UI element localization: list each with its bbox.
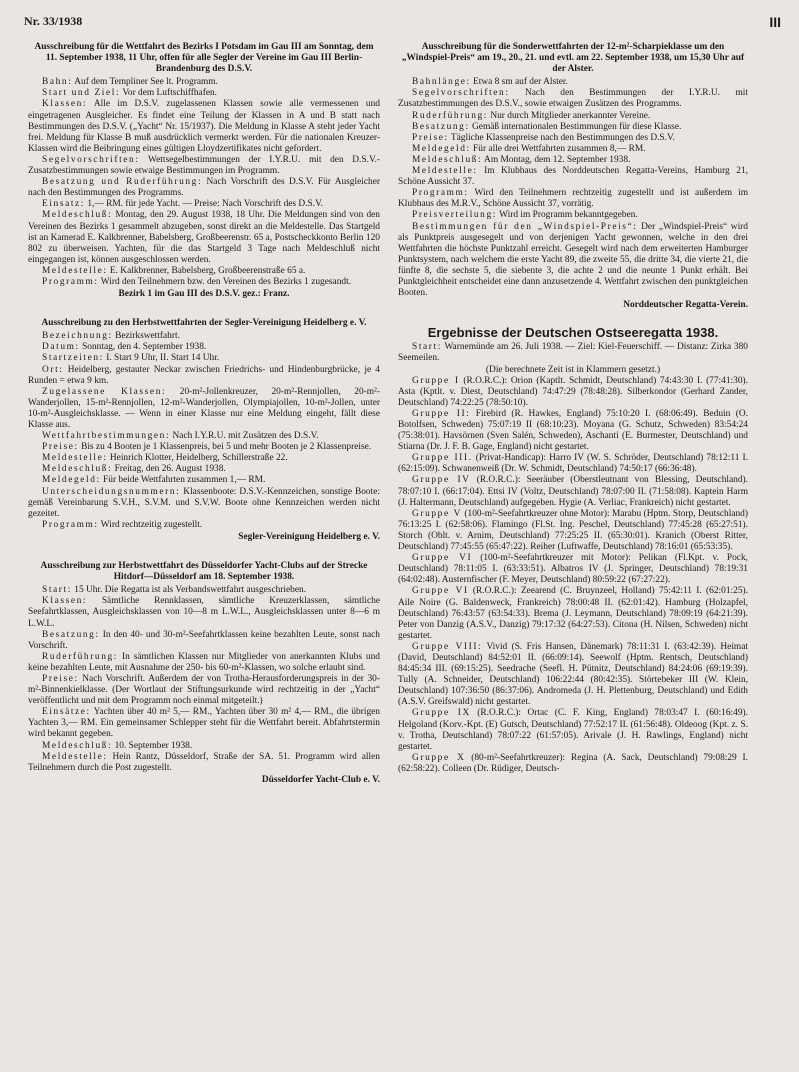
paragraph-keyword: Meldeschluß:: [42, 464, 113, 475]
section-title: Ausschreibung zur Herbstwettfahrt des Düsseldorfer Yacht-Clubs auf der Strecke Hitdorf—Düsseldorf am 18. September 1938.: [40, 561, 368, 583]
paragraph: [28, 77, 380, 88]
paragraph: [28, 155, 380, 177]
paragraph-keyword: Datum:: [42, 342, 80, 353]
section-body: [28, 331, 380, 531]
paragraph-keyword: Programm:: [42, 276, 99, 287]
paragraph: [398, 376, 748, 409]
paragraph: [28, 752, 380, 774]
paragraph: [28, 674, 380, 707]
paragraph: [28, 88, 380, 99]
paragraph: [398, 188, 748, 210]
paragraph: [28, 353, 380, 364]
paragraph-text: Montag, den 29. August 1938, 18 Uhr. Die Meldungen sind von den Vereinen des Bezirks 1 gesammelt abzugeben, sonst direkt an die Meldestelle. Das Startgeld ist an Kamerad E. Kalkbrenner, Babelsberg, Großbeerenstr. 65 a, Postscheckkonto Berlin 120 802 zu überweisen. Yachten, für die das Startgeld 3 Tage nach Meldeschluß nicht eingegangen ist, können ausgeschlossen werden.: [28, 210, 380, 265]
paragraph-keyword: Meldegeld:: [42, 475, 101, 486]
paragraph: [28, 277, 380, 288]
paragraph-text: Vivid (S. Fris Hansen, Dänemark) 78:11:31 I. (63:42:39). Heimat (David, Deutschland) 84:52:01 II. (66:09:14). Seewolf (Hptm. Rentsch, Deutschland) 84:45:34 III. (69:15:25). Seedrache (Seefl. H. Pütnitz, Deutschland) 84:24:06 (69:19:39). Tully (A. Schneider, Deutschland) 106:22:44 (80:42:35). Störtebeker III (W. Klein, Deutschland) 107:36:50 (86:37:06). Andromeda (J. H. Plettenburg, Deutschland) und Edith (A.S.V. Greifswald) nicht gestartet.: [398, 641, 748, 708]
results-note: (Die berechnete Zeit ist in Klammern gesetzt.): [485, 364, 661, 375]
paragraph: [398, 409, 748, 453]
paragraph-text: Heidelberg, gestauter Neckar zwischen Friedrichs- und Hindenburgbrücke, je 4 Runden = etwa 9 km.: [28, 364, 380, 386]
section-title: Ausschreibung für die Wettfahrt des Bezirks I Potsdam im Gau III am Sonntag, dem 11. September 1938, 11 Uhr, offen für alle Segler der Vereine im Gau III Berlin-Brandenburg des D.S.V.: [34, 42, 374, 75]
paragraph: [28, 464, 380, 475]
paragraph-keyword: Besatzung:: [412, 121, 470, 132]
page-header: [24, 14, 781, 34]
paragraph: [28, 453, 380, 464]
paragraph-keyword: Bestimmungen für den „Windspiel-Preis“:: [412, 221, 638, 232]
paragraph-keyword: Bezeichnung:: [42, 331, 113, 342]
paragraph: [398, 753, 748, 775]
paragraph-text: Wird den Teilnehmern bzw. den Vereinen des Bezirks 1 zugesandt.: [98, 276, 352, 287]
paragraph-keyword: Ruderführung:: [42, 651, 118, 662]
paragraph-keyword: Programm:: [42, 519, 99, 530]
paragraph-keyword: Preisverteilung:: [412, 210, 497, 221]
paragraph-text: Nur durch Mitglieder anerkannter Vereine.: [488, 110, 651, 121]
paragraph: [28, 210, 380, 265]
paragraph-text: (100-m²-Seefahrtkreuzer mit Motor): Pelikan (Fl.Kpt. v. Pock, Deutschland) 78:11:05 I. (63:33:51). Albatros IV (J. Springer, Deutschland) 78:19:31 (64:02:48). Austernfischer (F. Meyer, Deutschland) 80:59:22 (67:27:22).: [398, 553, 748, 586]
paragraph-text: Heinrich Klotter, Heidelberg, Schillerstraße 22.: [107, 453, 288, 464]
section-results: [398, 327, 748, 775]
paragraph-text: 15 Uhr. Die Regatta ist als Verbandswettfahrt ausgeschrieben.: [71, 585, 307, 596]
paragraph: [398, 342, 748, 364]
paragraph-text: (R.O.R.C.): Seeräuber (Oberstleutnant von Blessing, Deutschland). 78:07:10 I. (66:17:04). Ettsi IV (Voltz, Deutschland) 78:07:00 II. (71:58:08). Kaptein Harm (J. Haltermann, Deutschland) aufgegeben. Hygie (A. Verliac, Frankreich) nicht gestartet.: [398, 475, 748, 508]
paragraph-keyword: Gruppe V: [412, 508, 462, 519]
paragraph-text: Hein Rantz, Düsseldorf, Straße der SA. 51. Programm wird allen Teilnehmern durch die Post zugestellt.: [28, 751, 380, 773]
paragraph: [398, 586, 748, 641]
paragraph-keyword: Einsatz:: [42, 199, 85, 210]
paragraph-text: Nach Vorschrift. Außerdem der von Trotha-Herausforderungspreis in der 30-m²-Binnenkielklasse. (Der Wortlaut der Stiftungsurkunde wird rechtzeitig in der „Yacht“ veröffentlicht und mit dem Programm noch einmal mitgeteilt.): [28, 673, 380, 707]
paragraph-keyword: Bahn:: [42, 77, 73, 88]
section-signature: Segler-Vereinigung Heidelberg e. V.: [238, 531, 380, 542]
paragraph-keyword: Gruppe II:: [412, 408, 471, 419]
paragraph: [398, 122, 748, 133]
paragraph: [398, 111, 748, 122]
paragraph: [398, 642, 748, 709]
paragraph-text: 10. September 1938.: [112, 740, 193, 751]
section-title: Ausschreibung zu den Herbstwettfahrten der Segler-Vereinigung Heidelberg e. V.: [41, 318, 367, 329]
paragraph-text: (80-m²-Seefahrtkreuzer): Regina (A. Sack, Deutschland) 79:08:29 I. (62:58:22). Colleen (Dr. Rüdiger, Deutsch-: [398, 752, 748, 774]
paragraph-keyword: Preise:: [42, 673, 79, 684]
paragraph-text: Am Montag, dem 12. September 1938.: [482, 154, 631, 165]
paragraph-keyword: Besatzung und Ruderführung:: [42, 177, 203, 188]
paragraph: [28, 585, 380, 596]
section-body: [398, 77, 748, 299]
paragraph-keyword: Gruppe VI: [412, 586, 469, 597]
paragraph-text: Yachten über 40 m² 5,— RM., Yachten über 30 m² 4,— RM., die übrigen Yachten 3,— RM. Ein gemeinsamer Schlepper steht für die Wettfahrt bereit. Abfahrtstermin wird bekannt gegeben.: [28, 707, 380, 740]
paragraph: [28, 596, 380, 629]
section-potsdam: [28, 42, 380, 300]
paragraph-keyword: Gruppe III.: [412, 453, 473, 464]
paragraph: [398, 144, 748, 155]
paragraph-text: Nach den Bestimmungen der I.Y.R.U. mit Zusatzbestimmungen des D.S.V., sowie etwaigen Zusätzen des Programms.: [398, 88, 748, 110]
paragraph-text: Tägliche Klassenpreise nach den Bestimmungen des D.S.V.: [448, 132, 675, 143]
paragraph-text: Klassenboote: D.S.V.-Kennzeichen, sonstige Boote: gemäß Vereinbarung S.V.H., S.V.M. und S.V.W. Boote ohne Kennzeichen werden nicht gezeitet.: [28, 486, 380, 519]
paragraph-text: 1,— RM. für jede Yacht. — Preise: Nach Vorschrift des D.S.V.: [85, 199, 323, 210]
paragraph-text: Wird rechtzeitig zugestellt.: [98, 519, 203, 530]
issue-number: Nr. 33/1938: [24, 14, 83, 28]
paragraph-keyword: Meldestelle:: [412, 166, 478, 177]
paragraph: [398, 453, 748, 475]
paragraph-keyword: Zugelassene Klassen:: [42, 386, 167, 397]
paragraph-keyword: Gruppe IX: [412, 708, 471, 719]
paragraph: [28, 99, 380, 154]
paragraph: [28, 266, 380, 277]
paragraph-text: Nach I.Y.R.U. mit Zusätzen des D.S.V.: [170, 431, 319, 442]
paragraph-keyword: Gruppe VI: [412, 553, 473, 564]
paragraph-keyword: Meldeschluß:: [42, 210, 113, 221]
paragraph: [28, 487, 380, 520]
paragraph-text: In sämtlichen Klassen nur Mitglieder von anerkannten Klubs und keine bezahlten Leute, mit Ausnahme der 250- bis 60-m²-Klassen, wo solche erlaubt sind.: [28, 651, 380, 673]
paragraph-keyword: Bahnlänge:: [412, 77, 471, 88]
section-title: Ausschreibung für die Sonderwettfahrten der 12-m²-Scharpieklasse um den „Windspiel-Preis“ am 19., 20., 21. und evtl. am 22. September 1938, um 15,30 Uhr auf der Alster.: [401, 42, 745, 75]
paragraph-keyword: Unterscheidungsnummern:: [42, 486, 181, 497]
paragraph: [398, 166, 748, 188]
paragraph: [28, 741, 380, 752]
paragraph: [28, 475, 380, 486]
paragraph: [28, 387, 380, 431]
paragraph-keyword: Gruppe X: [412, 752, 466, 763]
paragraph-keyword: Start:: [412, 342, 442, 353]
page-number: III: [769, 14, 781, 30]
paragraph-text: Für alle drei Wettfahrten zusammen 8,— RM.: [470, 143, 646, 154]
section-body: [28, 585, 380, 774]
paragraph: [28, 342, 380, 353]
paragraph-keyword: Einsätze:: [42, 707, 91, 718]
paragraph-keyword: Preise:: [42, 442, 79, 453]
paragraph: [398, 509, 748, 553]
paragraph-keyword: Ruderführung:: [412, 110, 488, 121]
paragraph-text: Firebird (R. Hawkes, England) 75:10:20 I. (68:06:49). Beduin (O. Botolfsen, Schweden) 75:07:19 II (68:10:23). Moyana (G. Schutz, Schweden) 83:54:24 (75:38:01). Havsörnen (Sven Salén, Schweden), Aschanti (E. Burmester, Deutschland) und Stiarna (Dr. J. F. B. Gage, England) nicht gestartet.: [398, 408, 748, 453]
paragraph-keyword: Meldestelle:: [42, 265, 108, 276]
results-intro: [398, 342, 748, 364]
paragraph: [398, 88, 748, 110]
paragraph-text: Gemäß internationalen Bestimmungen für diese Klasse.: [469, 121, 682, 132]
paragraph-text: Der „Windspiel-Preis“ wird als Punktpreis ausgesegelt und von derjenigen Yacht gewonnen, welche in den drei Wettfahrten die höchste Punktzahl erreicht. Gesegelt wird nach dem erweiterten Hamburger Punktsystem, nach welchem die erste Yacht 89, die zweite 55, die dritte 34, die vierte 21, die fünfte 8, die sechste 5, die siebente 3, die achte 2 und die neunte 1 Punkt erhält. Bei Punktgleichheit entscheidet eine dann anzusetzende 4. Wettfahrt zwischen den punktgleichen Booten.: [398, 221, 748, 299]
results-body: [398, 376, 748, 775]
paragraph: [28, 177, 380, 199]
paragraph: [398, 475, 748, 508]
paragraph-text: I. Start 9 Uhr, II. Start 14 Uhr.: [103, 353, 220, 364]
paragraph-keyword: Ort:: [42, 364, 64, 375]
paragraph-text: Vor dem Luftschiffhafen.: [120, 88, 218, 99]
paragraph-text: Im Klubhaus des Norddeutschen Regatta-Vereins, Hamburg 21, Schöne Aussicht 37.: [398, 166, 748, 188]
paragraph-text: Wird im Programm bekanntgegeben.: [496, 210, 638, 221]
paragraph-keyword: Startzeiten:: [42, 353, 104, 364]
paragraph-text: (100-m²-Seefahrtkreuzer ohne Motor): Marabu (Hptm. Storp, Deutschland) 76:13:25 I. (62:58:06). Flamingo (Fl.St. Ing. Peschel, Deutschland) 77:45:28 (65:27:51). Storch (Oblt. v. Arnim, Deutschland) 77:25:25 II. (65:30:01). Kranich (Oberst Ritter, Deutschland) 77:45:55 (65:47:22). Reiher (Luftwaffe, Deutschland) 78:16:01 (65:53:35).: [398, 508, 748, 553]
paragraph-keyword: Meldestelle:: [42, 751, 108, 762]
paragraph-text: (Privat-Handicap): Harro IV (W. S. Schröder, Deutschland) 78:12:11 I. (62:15:09). Schwanenweiß (Dr. W. Schmidt, Deutschland) 74:50:17 (66:36:48).: [398, 453, 748, 475]
paragraph-keyword: Gruppe IV: [412, 475, 471, 486]
paragraph: [398, 77, 748, 88]
left-column: [28, 42, 380, 786]
section-body: [28, 77, 380, 288]
paragraph: [28, 707, 380, 740]
paragraph: [28, 442, 380, 453]
paragraph: [398, 155, 748, 166]
paragraph-keyword: Meldestelle:: [42, 453, 108, 464]
paragraph-keyword: Klassen:: [42, 596, 88, 607]
paragraph: [398, 553, 748, 586]
paragraph-keyword: Gruppe VIII:: [412, 641, 483, 652]
paragraph: [28, 431, 380, 442]
paragraph-text: E. Kalkbrenner, Babelsberg, Großbeerenstraße 65 a.: [107, 265, 306, 276]
paragraph: [398, 708, 748, 752]
paragraph-text: Für beide Wettfahrten zusammen 1,— RM.: [100, 475, 266, 486]
paragraph-text: 20-m²-Jollenkreuzer, 20-m²-Rennjollen, 20-m²-Wanderjollen, 15-m²-Rennjollen, 12-m²-Wanderjollen, Olympiajollen, 10-m²-Jollen, unter 10-m²-Ausgleichsklasse. — Wenn in einer Klasse nur eine Meldung eingeht, fällt diese Klasse aus.: [28, 386, 380, 430]
paragraph-text: Bis zu 4 Booten je 1 Klassenpreis, bei 5 und mehr Booten je 2 Klassenpreise.: [78, 442, 372, 453]
paragraph: [398, 133, 748, 144]
paragraph-text: Sämtliche Rennklassen, sämtliche Kreuzerklassen, sämtliche Seefahrtklassen, Ausgleichsklassen von 10—8 m L.W.L., Ausgleichsklassen unter 8—6 m L.W.L.: [28, 596, 380, 629]
paragraph-keyword: Meldeschluß:: [412, 154, 483, 165]
paragraph-text: Warnemünde am 26. Juli 1938. — Ziel: Kiel-Feuerschiff. — Distanz: Zirka 380 Seemeilen.: [398, 342, 748, 364]
paragraph: [28, 331, 380, 342]
paragraph-text: Bezirkswettfahrt.: [112, 331, 180, 342]
paragraph-text: Sonntag, den 4. September 1938.: [79, 342, 207, 353]
paragraph-text: Etwa 8 sm auf der Alster.: [470, 77, 568, 88]
section-signature: Düsseldorfer Yacht-Club e. V.: [261, 774, 380, 785]
paragraph: [398, 222, 748, 300]
paragraph-text: (R.O.R.C.): Orion (Kaptlt. Schmidt, Deutschland) 74:43:30 I. (77:41:30). Asta (Kptlt. v. Diest, Deutschland) 74:47:29 (78:48:28). Silberkondor (Gerhard Zander, Deutschland) 74:22:25 (78:50:10).: [398, 375, 748, 408]
paragraph-keyword: Segelvorschriften:: [412, 88, 510, 99]
paragraph-keyword: Wettfahrtbestimmungen:: [42, 431, 171, 442]
section-signature: Norddeutscher Regatta-Verein.: [623, 300, 748, 311]
paragraph-keyword: Start:: [42, 585, 72, 596]
section-heidelberg: [28, 318, 380, 543]
paragraph-text: (R.O.R.C.): Ortac (C. F. King, England) 78:03:47 I. (60:16:49). Helgoland (Korv.-Kpt. (E) Gutsch, Deutschland) 77:52:17 II. (61:56:48). Oldeoog (Kpt. z. S. v. Trotha, Deutschland) 78:07:22 (61:57:05). Arivale (J. H. Rawlings, England) nicht gestartet.: [398, 708, 748, 752]
paragraph: [28, 520, 380, 531]
paragraph: [28, 652, 380, 674]
paragraph: [398, 210, 748, 221]
paragraph-keyword: Klassen:: [42, 99, 88, 110]
paragraph-keyword: Programm:: [412, 188, 469, 199]
results-title: Ergebnisse der Deutschen Ostseeregatta 1938.: [427, 325, 719, 341]
paragraph-keyword: Start und Ziel:: [42, 88, 121, 99]
paragraph-keyword: Meldeschluß:: [42, 740, 113, 751]
paragraph-text: Wettsegelbestimmungen der I.Y.R.U. mit den D.S.V.-Zusatzbestimmungen sowie etwaige Bestimmungen im Programm.: [28, 154, 380, 177]
paragraph-text: Auf dem Templiner See lt. Programm.: [72, 77, 218, 88]
paragraph-text: Alle im D.S.V. zugelassenen Klassen sowie alle vermessenen und eingetragenen Ausgleicher. Es findet eine Teilung der Klassen in A und B statt nach Bestimmungen des D.S.V. („Yacht“ Nr. 15/1937). Die Meldung in Klasse A steht jeder Yacht frei. Meldung für Klasse B muß ausdrücklich vermerkt werden. Für die nationalen Kreuzer-Klassen wird die Beibringung eines gültigen Lloydzertifikates nicht gefordert.: [28, 99, 380, 154]
paragraph-text: Freitag, den 26. August 1938.: [112, 464, 226, 475]
paragraph-text: (R.O.R.C.): Zeearend (C. Bruynzeel, Holland) 75:42:11 I. (62:01:25). Aile Noire (G. Baldenweck, Frankreich) 78:00:48 II. (62:01:42). Hamburg (Holzapfel, Deutschland) 76:43:57 (63:54:33). Brema (J. Leymann, Deutschland) 78:09:19 (64:21:39). Peter von Danzig (A.S.V., Danzig) 79:17:32 (64:27:53). Citona (H. Nilsen, Schweden) nicht gestartet.: [398, 586, 748, 641]
section-windspiel: [398, 42, 748, 311]
paragraph-keyword: Meldegeld:: [412, 143, 471, 154]
paragraph: [28, 630, 380, 652]
section-duesseldorf: [28, 561, 380, 786]
paragraph-keyword: Preise:: [412, 132, 449, 143]
paragraph-keyword: Segelvorschriften:: [42, 154, 140, 165]
paragraph-text: Wird den Teilnehmern rechtzeitig zugestellt und ist außerdem im Klubhaus des M.R.V., Schöne Aussicht 37, vorrätig.: [398, 188, 748, 210]
section-signature: Bezirk 1 im Gau III des D.S.V. gez.: Franz.: [118, 289, 290, 300]
paragraph-keyword: Gruppe I: [412, 375, 460, 386]
paragraph-text: In den 40- und 30-m²-Seefahrtklassen keine bezahlten Leute, sonst nach Vorschrift.: [28, 629, 380, 651]
paragraph: [28, 199, 380, 210]
right-column: [398, 42, 748, 775]
paragraph: [28, 365, 380, 387]
paragraph-keyword: Besatzung:: [42, 629, 100, 640]
paragraph-text: Nach Vorschrift des D.S.V. Für Ausgleicher nach den Bestimmungen des Programms.: [28, 177, 380, 199]
